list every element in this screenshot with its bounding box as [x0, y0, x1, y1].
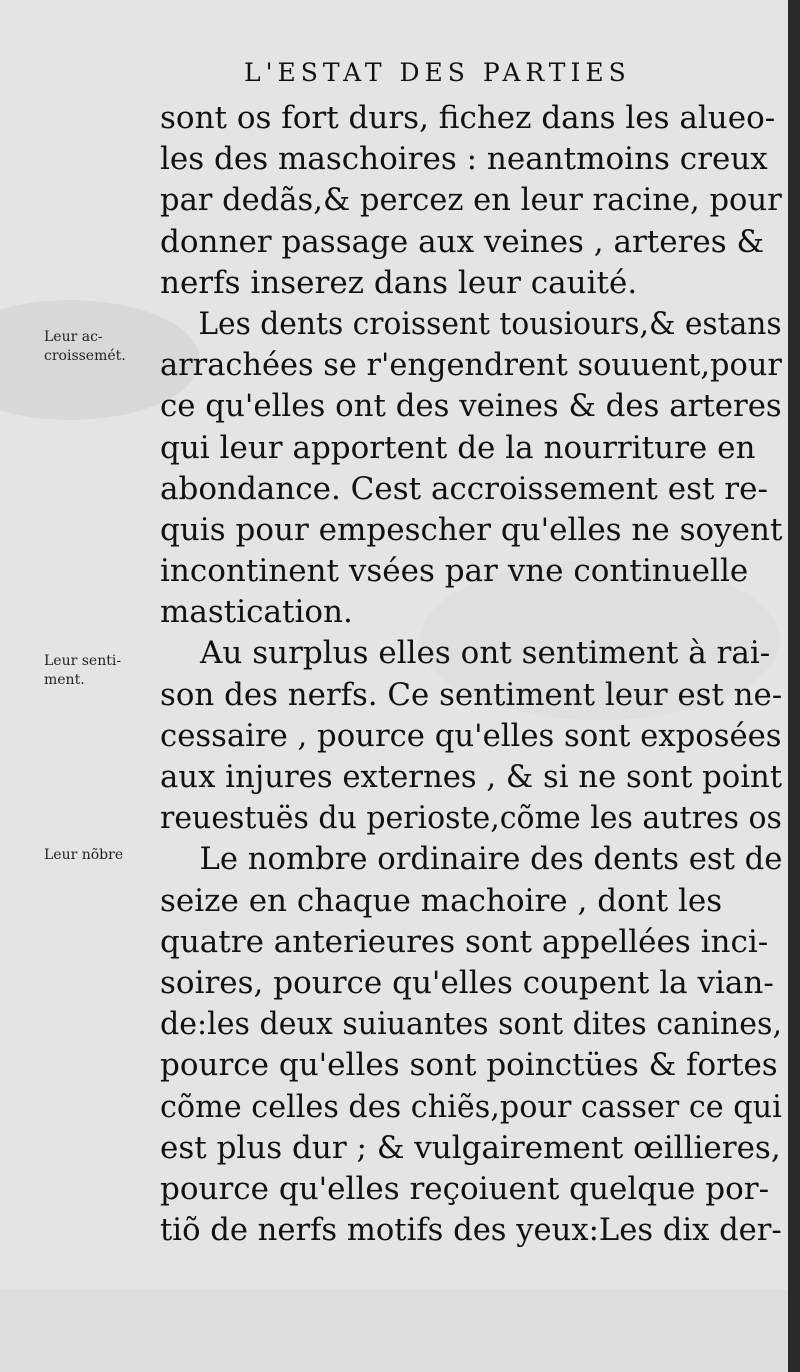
- text-line: pource qu'elles sont poinctües & fortes: [160, 1047, 778, 1084]
- text-line: soires, pource qu'elles coupent la vian-: [160, 964, 774, 1001]
- text-line: mastication.: [160, 594, 353, 631]
- text-line: quatre anterieures sont appellées inci-: [160, 923, 769, 960]
- margin-note-line: croissemét.: [44, 348, 126, 364]
- margin-note-line: ment.: [44, 672, 85, 688]
- text-line: cessaire , pource qu'elles sont exposées: [160, 717, 782, 754]
- running-header: L'ESTAT DES PARTIES: [244, 58, 631, 87]
- text-line: par dedãs,& percez en leur racine, pour: [160, 182, 782, 219]
- paragraph-start-line: Au surplus elles ont sentiment à rai-: [200, 635, 771, 672]
- text-line: pource qu'elles reçoiuent quelque por-: [160, 1170, 770, 1207]
- paragraph-start-line: Les dents croissent tousiours,& estans: [198, 305, 782, 342]
- text-line: est plus dur ; & vulgairement œillieres,: [160, 1129, 781, 1166]
- text-line: son des nerfs. Ce sentiment leur est ne-: [160, 676, 783, 713]
- paragraph-start-line: Le nombre ordinaire des dents est de: [199, 841, 783, 878]
- text-line: cõme celles des chiẽs,pour casser ce qui: [160, 1088, 782, 1125]
- text-line: reuestuës du perioste,cõme les autres os: [160, 800, 782, 837]
- text-line: seize en chaque machoire , dont les: [160, 882, 723, 919]
- text-line: quis pour empescher qu'elles ne soyent: [160, 511, 783, 548]
- margin-note-line: Leur ac-: [44, 329, 103, 345]
- text-line: nerfs inserez dans leur cauité.: [160, 264, 638, 301]
- text-line: les des maschoires : neantmoins creux: [160, 141, 768, 178]
- page-bottom-margin: [0, 1290, 800, 1372]
- text-line: tiõ de nerfs motifs des yeux:Les dix der-: [160, 1212, 782, 1249]
- margin-note-line: Leur nõbre: [44, 847, 124, 863]
- text-line: incontinent vsées par vne continuelle: [160, 553, 749, 590]
- text-line: arrachées se r'engendrent souuent,pour: [160, 347, 782, 384]
- text-line: aux injures externes , & si ne sont point: [160, 759, 783, 795]
- body-text: [160, 98, 790, 1251]
- text-line: de:les deux suiuantes sont dites canines,: [160, 1006, 782, 1043]
- text-line: donner passage aux veines , arteres &: [160, 223, 765, 260]
- margin-note-line: Leur senti-: [44, 653, 122, 669]
- margin-note-nombre: [44, 846, 164, 865]
- text-line: abondance. Cest accroissement est re-: [160, 470, 768, 507]
- margin-note-accroissement: [44, 328, 164, 366]
- text-line: qui leur apportent de la nourriture en: [160, 429, 756, 466]
- margin-note-sentiment: [44, 652, 164, 690]
- text-line: sont os fort durs, fichez dans les alueo-: [160, 100, 776, 136]
- text-line: ce qu'elles ont des veines & des arteres: [160, 388, 782, 425]
